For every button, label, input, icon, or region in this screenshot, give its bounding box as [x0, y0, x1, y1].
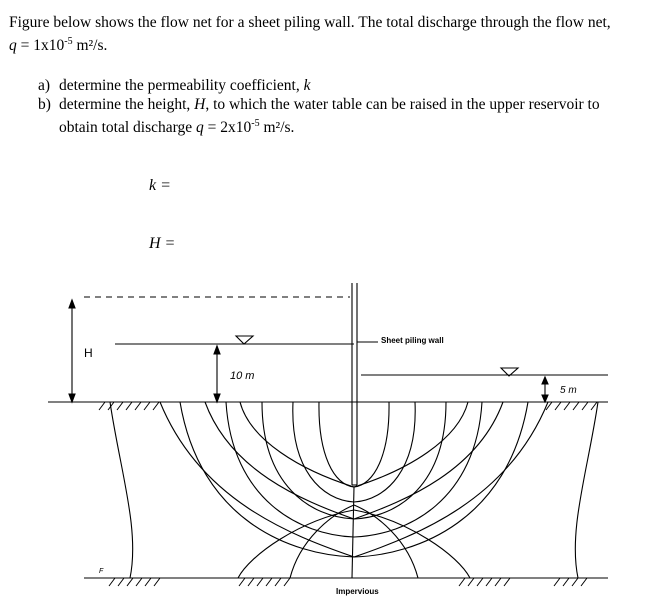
problem-line-1: Figure below shows the flow net for a sheet piling wall. The total discharge through the flow net,: [9, 14, 611, 31]
flow-lines: [110, 402, 598, 578]
item-label: a): [38, 77, 51, 94]
answer-H: [149, 235, 175, 253]
10m-dimension: [214, 346, 220, 402]
item-text-mid: , to which the water table can be raised in the upper reservoir to: [205, 96, 600, 113]
q-unit: m²/s.: [76, 37, 108, 54]
flow-net-figure: [0, 280, 649, 608]
q-variable: q: [9, 37, 17, 54]
H-dimension: [48, 300, 84, 402]
label-H: H: [84, 346, 93, 360]
water-level-symbol-upstream: [236, 336, 253, 344]
label-5m: 5 m: [560, 385, 577, 396]
question-item-b: [38, 95, 638, 137]
k-variable: k: [303, 77, 311, 94]
label-10m: 10 m: [230, 370, 255, 382]
q-unit: m²/s.: [263, 119, 295, 136]
q-exponent: -5: [64, 36, 73, 47]
5m-dimension: [542, 377, 548, 402]
item-text: determine the height,: [59, 96, 195, 113]
equipotential-lines: [180, 402, 528, 557]
q-exponent: -5: [251, 118, 260, 129]
sheet-piling-wall: [352, 283, 378, 485]
answer-H-label: H =: [149, 235, 176, 252]
answer-k-label: k =: [149, 177, 171, 194]
problem-line-2: [9, 32, 641, 55]
item-label: b): [38, 96, 51, 113]
label-F: F: [99, 568, 104, 575]
label-sheet-piling-wall: Sheet piling wall: [381, 336, 444, 345]
question-item-a: [38, 76, 638, 95]
label-impervious: Impervious: [336, 587, 379, 596]
item-text: determine the permeability coefficient,: [59, 77, 304, 94]
q-variable: q: [196, 119, 204, 136]
problem-statement: [9, 13, 641, 55]
H-variable: H: [194, 96, 206, 113]
q-value: = 2x10: [207, 119, 252, 136]
q-value: = 1x10: [20, 37, 65, 54]
answer-k: [149, 177, 171, 195]
question-list: [38, 76, 638, 137]
item-text-line2: obtain total discharge: [59, 119, 197, 136]
